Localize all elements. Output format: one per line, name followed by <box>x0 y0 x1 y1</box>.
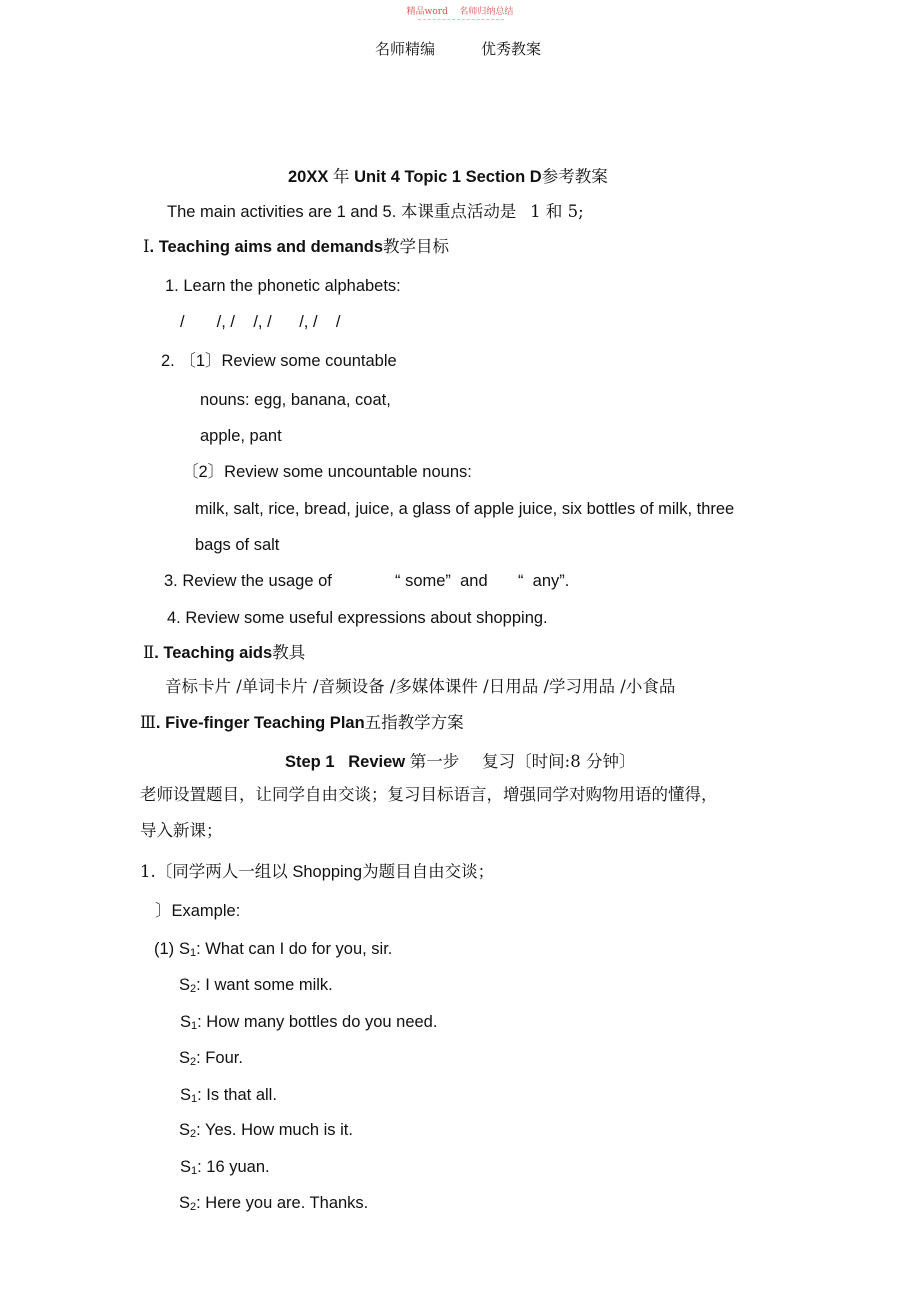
intro-cn: 本课重点活动是 <box>400 202 517 221</box>
intro-line <box>167 202 584 222</box>
step-title-cn: 第一步 <box>409 752 460 771</box>
task-1-post: 为题目自由交谈； <box>362 862 495 881</box>
section-3-title-cn: 五指教学方案 <box>364 713 464 732</box>
aim-3-any: “ any”. <box>518 572 570 590</box>
aim-3-text: 3. Review the usage of <box>164 572 332 590</box>
dialog-label: (1) <box>154 940 175 958</box>
dialog-line: $S_1$: What can I do for you, sir. <box>179 940 393 959</box>
step-desc-2: 导入新课； <box>140 821 223 840</box>
dialog-line: $S_2$: I want some milk. <box>179 976 333 995</box>
dialog-line: $S_1$: Is that all. <box>180 1086 277 1105</box>
aim-2-nouns-a: nouns: egg, banana, coat, <box>200 391 391 409</box>
title-year: 20XX <box>288 168 329 186</box>
aim-2-uncountable-a: milk, salt, rice, bread, juice, a glass of apple juice, six bottles of milk, three <box>195 500 735 518</box>
aim-3-some: “ some” and <box>395 572 488 590</box>
dialog-line: $S_2$: Yes. How much is it. <box>179 1121 353 1140</box>
intro-nums: 1 和 5; <box>530 202 584 221</box>
title-main: Unit 4 Topic 1 Section D <box>354 168 542 186</box>
example-label: 〕Example: <box>155 902 241 920</box>
task-1 <box>140 862 494 882</box>
title-suffix: 参考教案 <box>541 167 608 186</box>
watermark-left: 精品word <box>406 7 448 17</box>
task-1-pre: 1.〔同学两人一组以 <box>140 862 288 881</box>
step-desc-1: 老师设置题目，让同学自由交谈；复习目标语言，增强同学对购物用语的懂得， <box>140 785 718 804</box>
page-title <box>288 167 608 187</box>
dialog-line: $S_2$: Here you are. Thanks. <box>179 1194 369 1213</box>
section-3-heading <box>140 713 464 733</box>
aim-1: 1. Learn the phonetic alphabets: <box>165 277 401 295</box>
section-1-number: Ⅰ <box>143 237 150 256</box>
section-2-number: Ⅱ <box>143 643 155 662</box>
step-time: 复习〔时间:8 分钟〕 <box>482 752 636 771</box>
header-right: 优秀教案 <box>481 40 542 58</box>
title-year-cn: 年 <box>332 167 350 186</box>
teaching-aids-list: 音标卡片 /单词卡片 /音频设备 /多媒体课件 /日用品 /学习用品 /小食品 <box>165 677 676 696</box>
dialog-line: $S_2$: Four. <box>179 1049 243 1068</box>
section-2-heading <box>143 643 305 663</box>
dialog-line: $S_1$: 16 yuan. <box>180 1158 270 1177</box>
section-2-title: . Teaching aids <box>154 644 273 662</box>
step-title: Step 1 Review <box>285 753 406 771</box>
watermark <box>0 4 920 17</box>
phonetic-symbols: / /, / /, / /, / / <box>180 313 341 331</box>
aim-2: 2. 〔1〕Review some countable <box>161 352 397 370</box>
watermark-rule <box>418 19 504 20</box>
intro-en: The main activities are 1 and 5. <box>167 203 397 221</box>
section-1-heading <box>143 237 449 257</box>
section-2-title-cn: 教具 <box>272 643 306 662</box>
section-1-title-cn: 教学目标 <box>383 237 450 256</box>
step-heading <box>285 752 635 772</box>
aim-4: 4. Review some useful expressions about shopping. <box>167 609 548 627</box>
dialog-line: $S_1$: How many bottles do you need. <box>180 1013 438 1032</box>
section-3-title: . Five-finger Teaching Plan <box>155 714 365 732</box>
aim-2-uncountable-b: bags of salt <box>195 536 280 554</box>
section-1-title: . Teaching aims and demands <box>149 238 384 256</box>
task-1-topic: Shopping <box>292 863 363 881</box>
aim-3 <box>164 571 332 591</box>
header-left: 名师精编 <box>375 40 436 58</box>
aim-2-sub-2: 〔2〕Review some uncountable nouns: <box>182 463 472 481</box>
section-3-number: Ⅲ <box>140 713 156 732</box>
watermark-right: 名师归纳总结 <box>459 7 514 17</box>
aim-2-nouns-b: apple, pant <box>200 427 282 445</box>
